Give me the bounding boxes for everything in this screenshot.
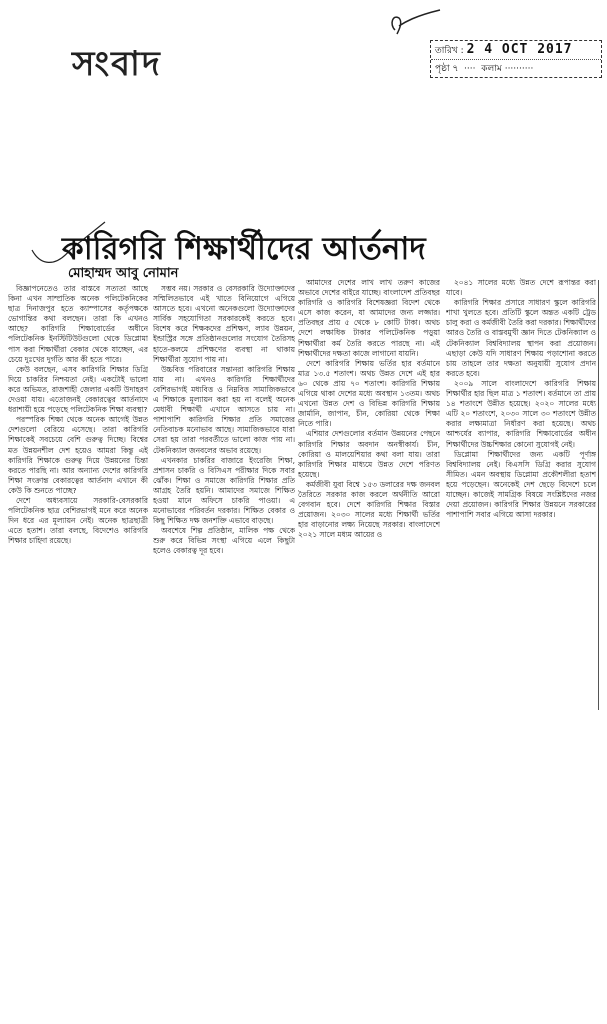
paragraph: কর্মজীবী যুবা বিশ্বে ১৫৩ ডলারের দক্ষ জনবল তৈরিতে সরকার কাজ করলে অর্থনীতি আরো বেগবান হবে। দেশে কারিগরি শিক্ষার বিস্তার প্রয়োজন। ২০৩০ সালের মধ্যে শিক্ষার্থী ভর্তির হার বাড়ানোর লক্ষ্য নিয়েছে সরকার। বাংলাদেশে ২০২১ সালে মধ্যম আয়ের ও <box>298 479 440 540</box>
stamp-page-row: পৃষ্ঠা ৭ ···· কলাম ·········· <box>431 59 601 78</box>
paragraph: দেশে কারিগরি শিক্ষায় ভর্তির হার বর্তমানে মাত্র ১৩.৫ শতাংশ। অথচ উন্নত দেশে এই হার ৬০ থেকে প্রায় ৭০ শতাংশ। কারিগরি শিক্ষায় এগিয়ে থাকা দেশের মধ্যে অবস্থান ১৩তম। অথচ এখনো উন্নত দেশ ও বিভিন্ন কারিগরি শিক্ষায় জার্মানি, জাপান, চীন, কোরিয়া থেকে শিক্ষা নিতে পারি। <box>298 358 440 429</box>
paragraph: কেউ বলছেন, এসব কারিগরি শিক্ষার ডিগ্রি দিয়ে চাকরির নিশ্চয়তা নেই। একটোই ভালো করে অভিমত, রাজশাহী জেলার একটি উদাহরণ দেওয়া যায়। এতোজনই বেকারত্বের আর্তনাদে ধরাশায়ী হয়ে পড়েছে পলিটেকনিক শিক্ষা ব্যবস্থা? <box>8 364 148 415</box>
paragraph: উচ্চবিত্ত পরিবারের সন্তানরা কারিগরি শিক্ষায় যায় না। এখনও কারিগরি শিক্ষার্থীদের বেশিরভাগই মধ্যবিত্ত ও নিম্নবিত্ত সামাজিকভাবে এ শিক্ষাকে মূল্যায়ন করা হয় না বলেই অনেক মেধাবী শিক্ষার্থী এখানে আসতে চায় না। পাশাপাশি কারিগরি শিক্ষার প্রতি সমাজের নেতিবাচক মনোভাব আছে। সামাজিকভাবে যারা সেরা হয় তারা পরবর্তীতে ভালো কাজ পায় না। টেকনিক্যাল জনবলের অভাব রয়েছে। <box>153 364 295 455</box>
paragraph: ২০০৯ সালে বাংলাদেশে কারিগরি শিক্ষায় শিক্ষার্থীর হার ছিল মাত্র ১ শতাংশ। বর্তমানে তা প্রায় ১৪ শতাংশে উন্নীত হয়েছে। ২০২০ সালের মধ্যে এটি ২০ শতাংশে, ২০৩০ সালে ৩০ শতাংশে উন্নীত করার লক্ষ্যমাত্রা নির্ধারণ করা হয়েছে। অথচ আশ্চর্যের ব্যাপার, কারিগরি শিক্ষাবোর্ডের অধীন শিক্ষার্থীদের উচ্চশিক্ষার কোনো সুযোগই নেই। <box>446 378 596 449</box>
paragraph: কারিগরি শিক্ষার প্রসারে সাধারণ স্কুলে কারিগরি শাখা খুলতে হবে। প্রতিটি স্কুলে অন্তত একটি ট্রেড চালু করা ও কর্মজীবী তৈরি করা দরকার। শিক্ষার্থীদের আরও তৈরি ও বাস্তবমুখী জ্ঞান দিতে টেকনিক্যাল ও টেকনিক্যাল বিশ্ববিদ্যালয় স্থাপন করা প্রয়োজন। এছাড়া কেউ যদি সাধারণ শিক্ষায় পড়াশোনা করতে চায় তাহলে তার দক্ষতা অনুযায়ী সুযোগ প্রদান করতে হবে। <box>446 298 596 378</box>
article-column-3 <box>298 278 440 656</box>
paragraph: অবশেষে শিল্প প্রতিষ্ঠান, মালিক পক্ষ থেকে শুরু করে বিভিন্ন সংস্থা এগিয়ে এলে কিছুটা হলেও বেকারত্ব দূর হবে। <box>153 526 295 556</box>
paragraph: পরস্পরিক শিক্ষা থেকে অনেক আগেই উন্নত দেশগুলো বেরিয়ে এসেছে। তারা কারিগরি শিক্ষাকেই সবচেয়ে বেশি গুরুত্ব দিচ্ছে। বিশ্বের মত উন্নয়নশীল দেশ হয়েও আমরা কিন্তু এই কারিগরি শিক্ষাকে গুরুত্ব দিয়ে উন্নয়নের চিন্তা করতে পারছি না। আর অন্যান্য দেশের কারিগরি শিক্ষা সংক্রান্ত বেকারত্বের আর্তনাদ এখানে কী কেউ কি শুনতে পাচ্ছে? <box>8 415 148 495</box>
stamp-date-value: 2 4 OCT 2017 <box>466 42 573 57</box>
paragraph: বিজ্ঞাপনেতেও তার বাস্তবে সত্যতা আছে কিনা এখন সাম্প্রতিক অনেক পলিটেকনিকের ছাত্র দিনাজপুর হতে ক্যাম্পাসের কর্তৃপক্ষকে ভোগান্তির কথা বলছেন। তারা কি এখনও আছে? কারিগরি শিক্ষাবোর্ডের অধীনে পলিটেকনিক ইনস্টিটিউটগুলো থেকে ডিপ্লোমা পাস করা শিক্ষার্থীরা বেকার থেকে যাচ্ছেন, এর চেয়ে দুঃখের দুর্গতি আর কী হতে পারে। <box>8 284 148 364</box>
paragraph: ২০৪১ সালের মধ্যে উন্নত দেশে রূপান্তর করা যাবে। <box>446 278 596 298</box>
article-byline: মোহাম্মদ আবু নোমান <box>68 266 179 281</box>
date-stamp <box>430 40 602 78</box>
article-column-4 <box>446 278 596 766</box>
stamp-date-row <box>431 41 601 59</box>
clipping-edge-line <box>598 280 599 710</box>
paragraph: সম্ভব নয়। সরকার ও বেসরকারি উদ্যোক্তাদের সম্মিলিতভাবে এই খাতে বিনিয়োগে এগিয়ে আসতে হবে। এখনো অনেকগুলো উদ্যোক্তাদের সার্বিক সহযোগিতা সরকারকেই করতে হবে। বিশেষ করে শিক্ষকদের প্রশিক্ষণ, ল্যাব উন্নয়ন, ইন্ডাস্ট্রির সঙ্গে প্রতিষ্ঠানগুলোর সংযোগ তৈরিসহ হাতে-কলমে প্রশিক্ষণের ব্যবস্থা না থাকায় শিক্ষার্থীরা সুযোগ পায় না। <box>153 284 295 364</box>
article-column-1 <box>8 284 148 640</box>
stamp-column-label: কলাম <box>481 64 502 74</box>
stamp-page-label: পৃষ্ঠা <box>435 64 450 74</box>
paragraph: এখনকার চাকরির বাজারে ইংরেজি শিক্ষা, প্রশাসন চাকরি ও বিসিএস পরীক্ষার দিকে সবার ঝোঁক। শিক্ষা ও সমাজে কারিগরি শিক্ষার প্রতি আগ্রহ তৈরি হয়নি। আমাদের সমাজে শিক্ষিত হওয়া মানে অফিসে চাকরি পাওয়া। এ মনোভাবের পরিবর্তন দরকার। শিক্ষিত বেকার ও কিছু শিক্ষিত দক্ষ জনশক্তি এভাবে বাড়ছে। <box>153 455 295 526</box>
stamp-page-value: ৭ <box>452 64 459 74</box>
paragraph: এশিয়ার দেশগুলোর বর্তমান উন্নয়নের পেছনে কারিগরি শিক্ষার অবদান অনস্বীকার্য। চীন, কোরিয়া ও মালয়েশিয়ার কথা বলা যায়। তারা কারিগরি শিক্ষার মাধ্যমে উন্নত দেশে পরিণত হয়েছে। <box>298 429 440 479</box>
paragraph: ডিপ্লোমা শিক্ষার্থীদের জন্য একটি পূর্ণাঙ্গ বিশ্ববিদ্যালয় নেই। বিএসসি ডিগ্রি করার সুযোগ সীমিত। এমন অবস্থায় ডিপ্লোমা প্রকৌশলীরা হতাশ হয়ে পড়েছেন। অনেকেই দেশ ছেড়ে বিদেশে চলে যাচ্ছেন। কাজেই সামগ্রিক বিষয়ে সংশ্লিষ্টদের নজর দেয়া প্রয়োজন। কারিগরি শিক্ষার উন্নয়নে সরকারের পাশাপাশি সবার এগিয়ে আসা দরকার। <box>446 449 596 520</box>
article-column-2 <box>153 284 295 656</box>
handwritten-signature-icon <box>385 8 445 38</box>
paragraph: আমাদের দেশের লাখ লাখ তরুণ কাজের অভাবে দেশের বাইরে যাচ্ছে। বাংলাদেশ প্রতিবছর কারিগরি ও কারিগরি বিশেষজ্ঞরা বিদেশ থেকে এসে কাজ করেন, যা আমাদের জন্য লজ্জার। প্রতিবছর প্রায় ৫ থেকে ৮ কোটি টাকা। অথচ দেশে লক্ষাধিক টাকার পলিটেকনিক পড়ুয়া শিক্ষার্থীরা কর্ম তৈরি করতে পারছে না। এই শিক্ষার্থীদের দক্ষতা কাজে লাগানো যায়নি। <box>298 278 440 358</box>
newspaper-masthead: সংবাদ <box>72 44 162 84</box>
article-headline: কারিগরি শিক্ষার্থীদের আর্তনাদ <box>62 231 426 267</box>
stamp-date-label: তারিখ : <box>435 46 464 56</box>
paragraph: দেশে অধ্যবসায়ে সরকারি-বেসরকারি পলিটেকনিক ছাত্র বেশিরভাগই মনে করে অনেক দিন ধরে এর মূল্যায়ন নেই। অনেক ছাত্রছাত্রী এতে হতাশ। তারা বলছে, বিদেশেও কারিগরি শিক্ষার চাহিদা রয়েছে। <box>8 495 148 546</box>
